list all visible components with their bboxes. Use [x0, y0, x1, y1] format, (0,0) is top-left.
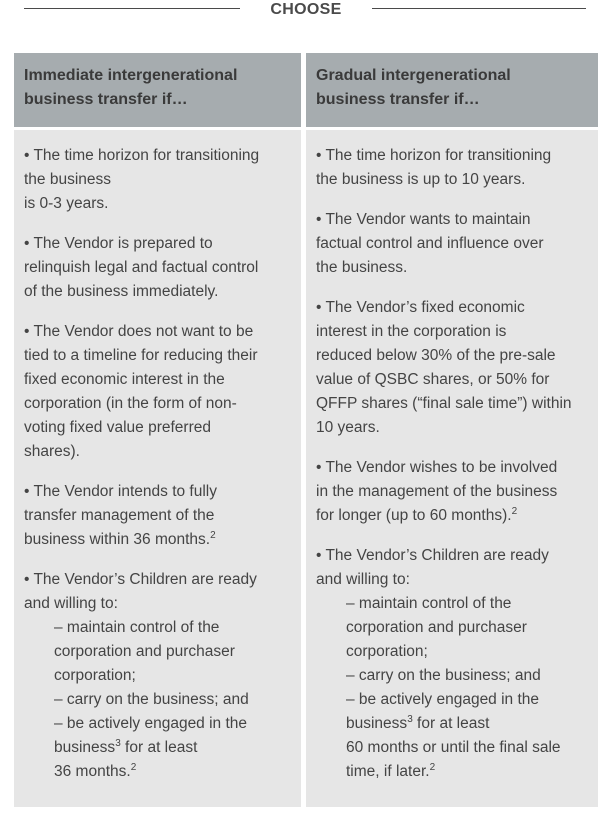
condition-item [316, 544, 588, 784]
text-line [54, 760, 291, 784]
condition-item [316, 208, 588, 280]
text-line: factual control and influence over [316, 235, 544, 252]
line-text: 36 months. [54, 763, 131, 780]
footnote-ref: 3 [407, 713, 413, 725]
text-line: shares). [24, 443, 80, 460]
text-line: • The time horizon for transitioning [24, 147, 260, 164]
line-text: time, if later. [346, 763, 430, 780]
text-line [24, 528, 291, 552]
gradual-transfer-conditions [306, 130, 598, 807]
heading-line: business transfer if… [316, 91, 480, 108]
line-text: business [54, 739, 116, 756]
text-line: • The Vendor does not want to be [24, 323, 254, 340]
text-line: fixed economic interest in the [24, 371, 225, 388]
text-line: voting fixed value preferred [24, 419, 211, 436]
text-line: • The Vendor’s Children are ready [316, 547, 549, 564]
footnote-ref: 2 [511, 505, 518, 517]
text-line: transfer management of the [24, 507, 215, 524]
line-text: for longer (up to 60 months). [316, 507, 512, 524]
text-line: 60 months or until the final sale [346, 739, 561, 756]
line-text: for at least [412, 715, 490, 732]
heading-line: business transfer if… [24, 91, 188, 108]
footnote-ref: 3 [115, 737, 121, 749]
text-line [316, 504, 588, 528]
text-line: – maintain control of the [346, 595, 512, 612]
text-line: and willing to: [24, 595, 118, 612]
header-title: CHOOSE [270, 1, 342, 18]
text-line: corporation and purchaser [54, 643, 235, 660]
text-line: QFFP shares (“final sale time”) within [316, 395, 572, 412]
text-line: • The Vendor’s Children are ready [24, 571, 257, 588]
header-rule-left [24, 8, 240, 9]
condition-item [24, 232, 291, 304]
sub-list [24, 616, 291, 784]
sub-list [316, 592, 588, 784]
text-line: the business is up to 10 years. [316, 171, 526, 188]
text-line: is 0-3 years. [24, 195, 109, 212]
condition-item [316, 144, 588, 192]
footnote-ref: 2 [130, 761, 137, 773]
text-line: the business. [316, 259, 408, 276]
text-line: reduced below 30% of the pre-sale [316, 347, 556, 364]
text-line: – be actively engaged in the [346, 691, 540, 708]
immediate-transfer-column [14, 53, 301, 807]
line-text: business [346, 715, 408, 732]
condition-item [316, 296, 588, 440]
text-line [54, 736, 291, 760]
text-line: value of QSBC shares, or 50% for [316, 371, 550, 388]
text-line: relinquish legal and factual control [24, 259, 259, 276]
condition-item [316, 456, 588, 528]
condition-item [24, 568, 291, 784]
text-line: and willing to: [316, 571, 410, 588]
text-line: – maintain control of the [54, 619, 220, 636]
text-line: • The Vendor is prepared to [24, 235, 213, 252]
text-line: 10 years. [316, 419, 380, 436]
text-line: – be actively engaged in the [54, 715, 248, 732]
text-line: corporation (in the form of non- [24, 395, 237, 412]
text-line: • The Vendor’s fixed economic [316, 299, 525, 316]
condition-item [24, 144, 291, 216]
text-line [346, 760, 588, 784]
text-line: corporation; [346, 643, 428, 660]
section-header [0, 0, 612, 22]
text-line: – carry on the business; and [54, 691, 249, 708]
gradual-transfer-heading [306, 53, 598, 127]
text-line: of the business immediately. [24, 283, 219, 300]
heading-line: Immediate intergenerational [24, 67, 238, 84]
text-line: tied to a timeline for reducing their [24, 347, 258, 364]
heading-line: Gradual intergenerational [316, 67, 511, 84]
text-line: interest in the corporation is [316, 323, 507, 340]
immediate-transfer-conditions [14, 130, 301, 807]
header-rule-right [372, 8, 586, 9]
line-text: business within 36 months. [24, 531, 211, 548]
condition-item [24, 320, 291, 464]
footnote-ref: 2 [429, 761, 436, 773]
footnote-ref: 2 [210, 529, 216, 541]
text-line [346, 712, 588, 736]
text-line: in the management of the business [316, 483, 558, 500]
line-text: for at least [120, 739, 198, 756]
text-line: corporation; [54, 667, 136, 684]
condition-item [24, 480, 291, 552]
text-line: • The Vendor wishes to be involved [316, 459, 558, 476]
immediate-transfer-heading [14, 53, 301, 127]
gradual-transfer-column [306, 53, 598, 807]
text-line: corporation and purchaser [346, 619, 527, 636]
text-line: • The Vendor intends to fully [24, 483, 217, 500]
text-line: – carry on the business; and [346, 667, 541, 684]
text-line: • The Vendor wants to maintain [316, 211, 531, 228]
text-line: the business [24, 171, 112, 188]
text-line: • The time horizon for transitioning [316, 147, 552, 164]
